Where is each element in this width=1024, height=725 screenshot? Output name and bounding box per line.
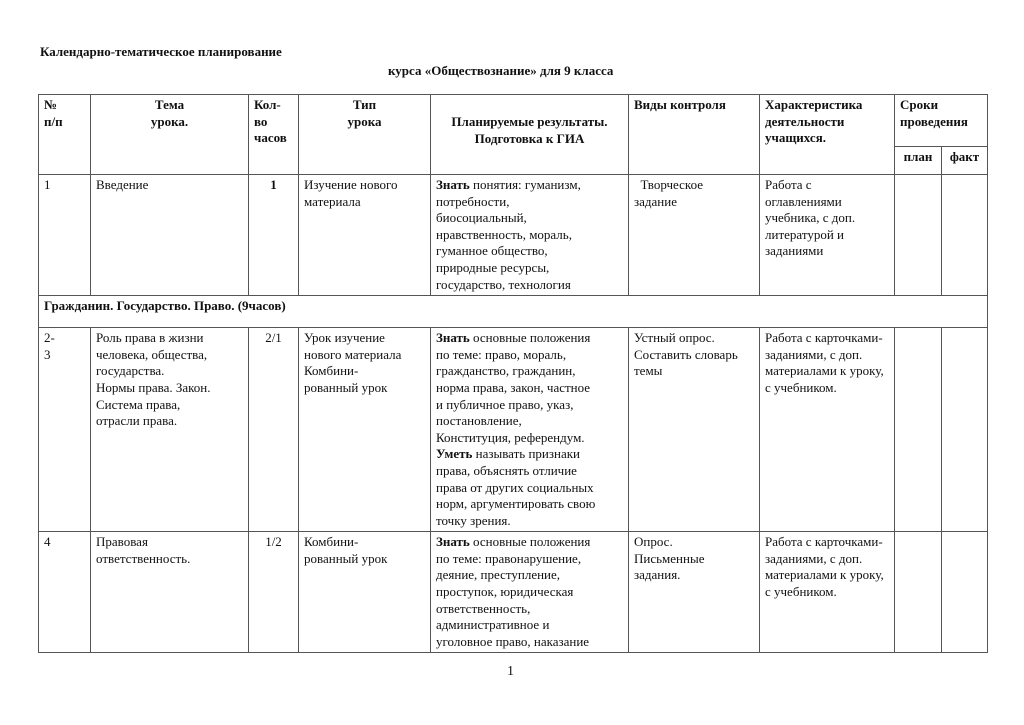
- cell-results: Знать основные положения по теме: правонарушение, деяние, преступление, проступок, юридическая ответственность, административное и уголовное право, наказание: [431, 532, 629, 653]
- cell-fact: [942, 175, 988, 296]
- cell-hours: 1: [249, 175, 299, 296]
- document-title: Календарно-тематическое планирование: [40, 44, 282, 59]
- cell-plan: [895, 175, 942, 296]
- cell-hours: 1/2: [249, 532, 299, 653]
- col-num-header: № п/п: [39, 95, 91, 175]
- cell-fact: [942, 328, 988, 532]
- section-row: [39, 296, 988, 328]
- cell-topic: Правовая ответственность.: [91, 532, 249, 653]
- cell-activity: Работа с карточками- заданиями, с доп. материалами к уроку, с учебником.: [760, 532, 895, 653]
- cell-control: Устный опрос. Составить словарь темы: [629, 328, 760, 532]
- col-plan-header: план: [895, 147, 942, 175]
- cell-type: Комбини- рованный урок: [299, 532, 431, 653]
- table-row: [39, 532, 988, 653]
- col-hours-header: Кол- во часов: [249, 95, 299, 175]
- cell-topic: Роль права в жизни человека, общества, государства. Нормы права. Закон. Система права, отрасли права.: [91, 328, 249, 532]
- col-control-header: Виды контроля: [629, 95, 760, 175]
- col-type-header: Тип урока: [299, 95, 431, 175]
- cell-activity: Работа с карточками- заданиями, с доп. материалами к уроку, с учебником.: [760, 328, 895, 532]
- cell-control: Опрос. Письменные задания.: [629, 532, 760, 653]
- cell-num: 4: [39, 532, 91, 653]
- table-row: [39, 328, 988, 532]
- cell-num: 2- 3: [39, 328, 91, 532]
- cell-plan: [895, 532, 942, 653]
- col-topic-header: Тема урока.: [91, 95, 249, 175]
- cell-fact: [942, 532, 988, 653]
- cell-num: 1: [39, 175, 91, 296]
- cell-results: Знать понятия: гуманизм, потребности, биосоциальный, нравственность, мораль, гуманное общество, природные ресурсы, государство, технология: [431, 175, 629, 296]
- col-activity-header: Характеристика деятельности учащихся.: [760, 95, 895, 175]
- col-results-header: Планируемые результаты. Подготовка к ГИА: [431, 95, 629, 175]
- planning-table: [38, 94, 988, 653]
- cell-type: Изучение нового материала: [299, 175, 431, 296]
- cell-type: Урок изучение нового материала Комбини- рованный урок: [299, 328, 431, 532]
- cell-activity: Работа с оглавлениями учебника, с доп. литературой и заданиями: [760, 175, 895, 296]
- header-row: [39, 95, 988, 147]
- section-title: Гражданин. Государство. Право. (9часов): [39, 296, 988, 328]
- cell-plan: [895, 328, 942, 532]
- cell-results: Знать основные положения по теме: право, мораль, гражданство, гражданин, норма права, закон, частное и публичное право, указ, постановление, Конституция, референдум. Уметь называть признаки права, объяснять отличие права от других социальных норм, аргументировать свою точку зрения.: [431, 328, 629, 532]
- cell-control: Творческое задание: [629, 175, 760, 296]
- page-number: 1: [507, 664, 514, 679]
- col-dates-header: Сроки проведения: [895, 95, 988, 147]
- document-subtitle: курса «Обществознание» для 9 класса: [388, 63, 614, 78]
- table-row: [39, 175, 988, 296]
- cell-topic: Введение: [91, 175, 249, 296]
- cell-hours: 2/1: [249, 328, 299, 532]
- col-fact-header: факт: [942, 147, 988, 175]
